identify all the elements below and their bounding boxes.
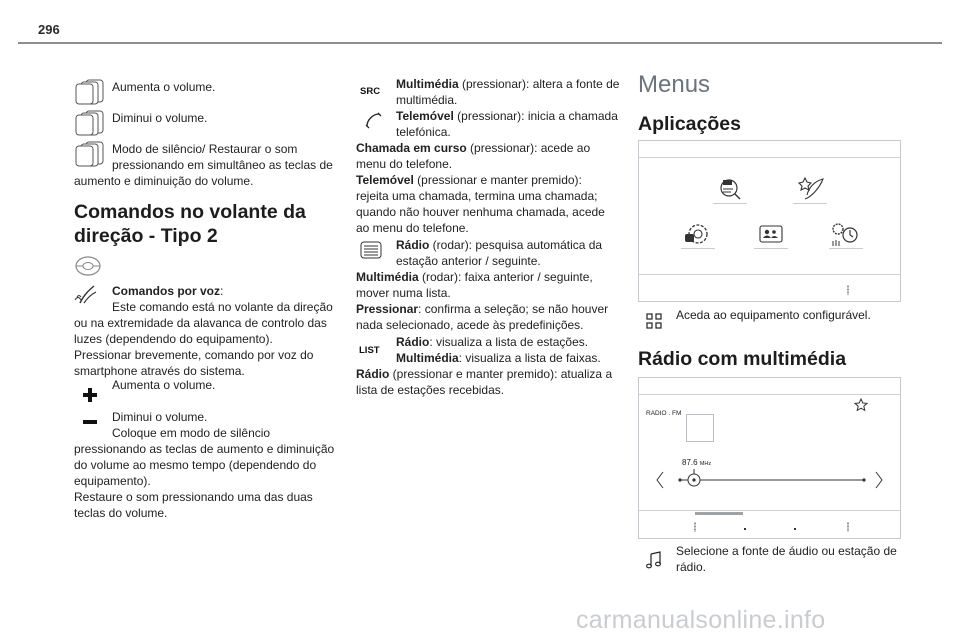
divider xyxy=(829,248,863,249)
menu-dots-icon[interactable] xyxy=(694,522,696,532)
connected-services-icon[interactable] xyxy=(717,176,743,200)
section-title-steering-1: Comandos no volante da xyxy=(74,201,306,223)
music-note-icon xyxy=(646,551,662,569)
screen-footer-line xyxy=(639,510,900,511)
minus-text-6: Restaure o som pressionando uma das duas xyxy=(74,490,313,504)
phone-text-2: telefónica. xyxy=(396,125,451,139)
more-options-icon[interactable] xyxy=(847,522,849,532)
mute-text-2: pressionando em simultâneo as teclas de xyxy=(112,158,333,172)
voice-text-5: smartphone através do sistema. xyxy=(74,364,245,378)
voice-heading: Comandos por voz: xyxy=(112,284,224,298)
divider xyxy=(793,203,827,204)
applications-screen xyxy=(638,140,901,302)
radio-title: Rádio com multimédia xyxy=(638,348,847,370)
more-options-icon[interactable] xyxy=(847,285,849,295)
phone2-text-1: Telemóvel (pressionar e manter premido): xyxy=(356,173,582,187)
phone-text-1: Telemóvel (pressionar): inicia a chamada xyxy=(396,109,618,123)
list-radio-text: Rádio: visualiza a lista de estações. xyxy=(396,335,589,349)
voice-text-3: luzes (dependendo do equipamento). xyxy=(74,332,273,346)
air-conditioning-timer-icon[interactable] xyxy=(831,221,861,247)
call-text-1: Chamada em curso (pressionar): acede ao xyxy=(356,141,591,155)
phone2-text-4: ao menu do telefone. xyxy=(356,221,469,235)
press-text-2: nada selecionado, acede às predefinições. xyxy=(356,318,584,332)
grid-menu-icon xyxy=(646,313,662,329)
mm-text-1: Multimédia (rodar): faixa anterior / seguinte, xyxy=(356,270,593,284)
minus-text-1: Diminui o volume. xyxy=(112,410,208,424)
radio-caption-2: rádio. xyxy=(676,560,707,574)
hold-text-1: Rádio (pressionar e manter premido): atualiza a xyxy=(356,367,613,381)
press-text-1: Pressionar: confirma a seleção; se não houver xyxy=(356,302,609,316)
radio-media-screen xyxy=(638,377,901,539)
mute-text-1: Modo de silêncio/ Restaurar o som xyxy=(112,142,298,156)
hold-text-2: lista de estações recebidas. xyxy=(356,383,505,397)
dot-icon[interactable] xyxy=(744,528,746,530)
dot-icon[interactable] xyxy=(794,528,796,530)
divider xyxy=(713,203,747,204)
screen-header-line xyxy=(639,394,900,395)
apps-title: Aplicações xyxy=(638,113,741,135)
thumbwheel-icon xyxy=(360,241,382,259)
volume-down-button-icon xyxy=(74,109,106,137)
radio-text-1: Rádio (rodar): pesquisa automática da xyxy=(396,238,603,252)
voice-text-1: Este comando está no volante da direção xyxy=(112,300,333,314)
phone-icon xyxy=(364,111,382,129)
radio-source-label: RADIO . FM xyxy=(646,410,682,417)
radio-text-2: estação anterior / seguinte. xyxy=(396,254,541,268)
header-rule xyxy=(18,42,942,44)
divider xyxy=(754,248,788,249)
phone2-text-2: rejeita uma chamada, termina uma chamada; xyxy=(356,189,598,203)
voice-text-2: ou na extremidade da alavanca de controlo das xyxy=(74,316,327,330)
phone2-text-3: quando não houver nenhuma chamada, acede xyxy=(356,205,605,219)
steering-wheel-icon xyxy=(74,255,102,277)
call-text-2: menu do telefone. xyxy=(356,157,453,171)
plus-icon xyxy=(82,387,98,403)
frequency-readout: 87.6 MHz xyxy=(682,458,712,467)
apps-caption: Aceda ao equipamento configurável. xyxy=(676,308,871,322)
frequency-slider[interactable] xyxy=(654,468,886,492)
plus-text: Aumenta o volume. xyxy=(112,378,216,392)
mm-text-2: mover numa lista. xyxy=(356,286,451,300)
minus-text-7: teclas do volume. xyxy=(74,506,168,520)
section-title-steering-2: direção - Tipo 2 xyxy=(74,225,218,247)
minus-icon xyxy=(82,418,98,426)
list-label: LIST xyxy=(359,345,380,356)
minus-text-2: Coloque em modo de silêncio xyxy=(112,426,271,440)
voice-command-icon xyxy=(74,283,100,307)
src-text-1: Multimédia (pressionar): altera a fonte de xyxy=(396,77,620,91)
minus-text-4: do volume ao mesmo tempo (dependendo do xyxy=(74,458,317,472)
menus-title: Menus xyxy=(638,71,711,98)
vol-up-text: Aumenta o volume. xyxy=(112,80,216,94)
src-text-2: multimédia. xyxy=(396,93,458,107)
minus-text-5: equipamento). xyxy=(74,474,151,488)
minus-text-3: pressionando as teclas de aumento e diminuição xyxy=(74,442,335,456)
divider xyxy=(681,248,715,249)
mute-button-icon xyxy=(74,140,106,168)
screen-header-line xyxy=(639,157,900,158)
src-label: SRC xyxy=(360,86,381,97)
page-number: 296 xyxy=(38,22,60,37)
watermark: carmanualsonline.info xyxy=(576,606,826,634)
favourite-apps-icon[interactable] xyxy=(797,175,825,201)
favourite-star-icon[interactable] xyxy=(854,398,868,412)
active-tab-indicator xyxy=(695,512,743,515)
volume-up-button-icon xyxy=(74,78,106,106)
user-profile-card-icon[interactable] xyxy=(759,225,783,243)
mute-text-3: aumento e diminuição do volume. xyxy=(74,174,254,188)
album-art-placeholder xyxy=(686,414,714,442)
radio-caption-1: Selecione a fonte de áudio ou estação de xyxy=(676,544,897,558)
voice-text-4: Pressionar brevemente, comando por voz do xyxy=(74,348,314,362)
vehicle-settings-icon[interactable] xyxy=(684,221,712,247)
screen-footer-line xyxy=(639,274,900,275)
list-mm-text: Multimédia: visualiza a lista de faixas. xyxy=(396,351,601,365)
vol-down-text: Diminui o volume. xyxy=(112,111,208,125)
